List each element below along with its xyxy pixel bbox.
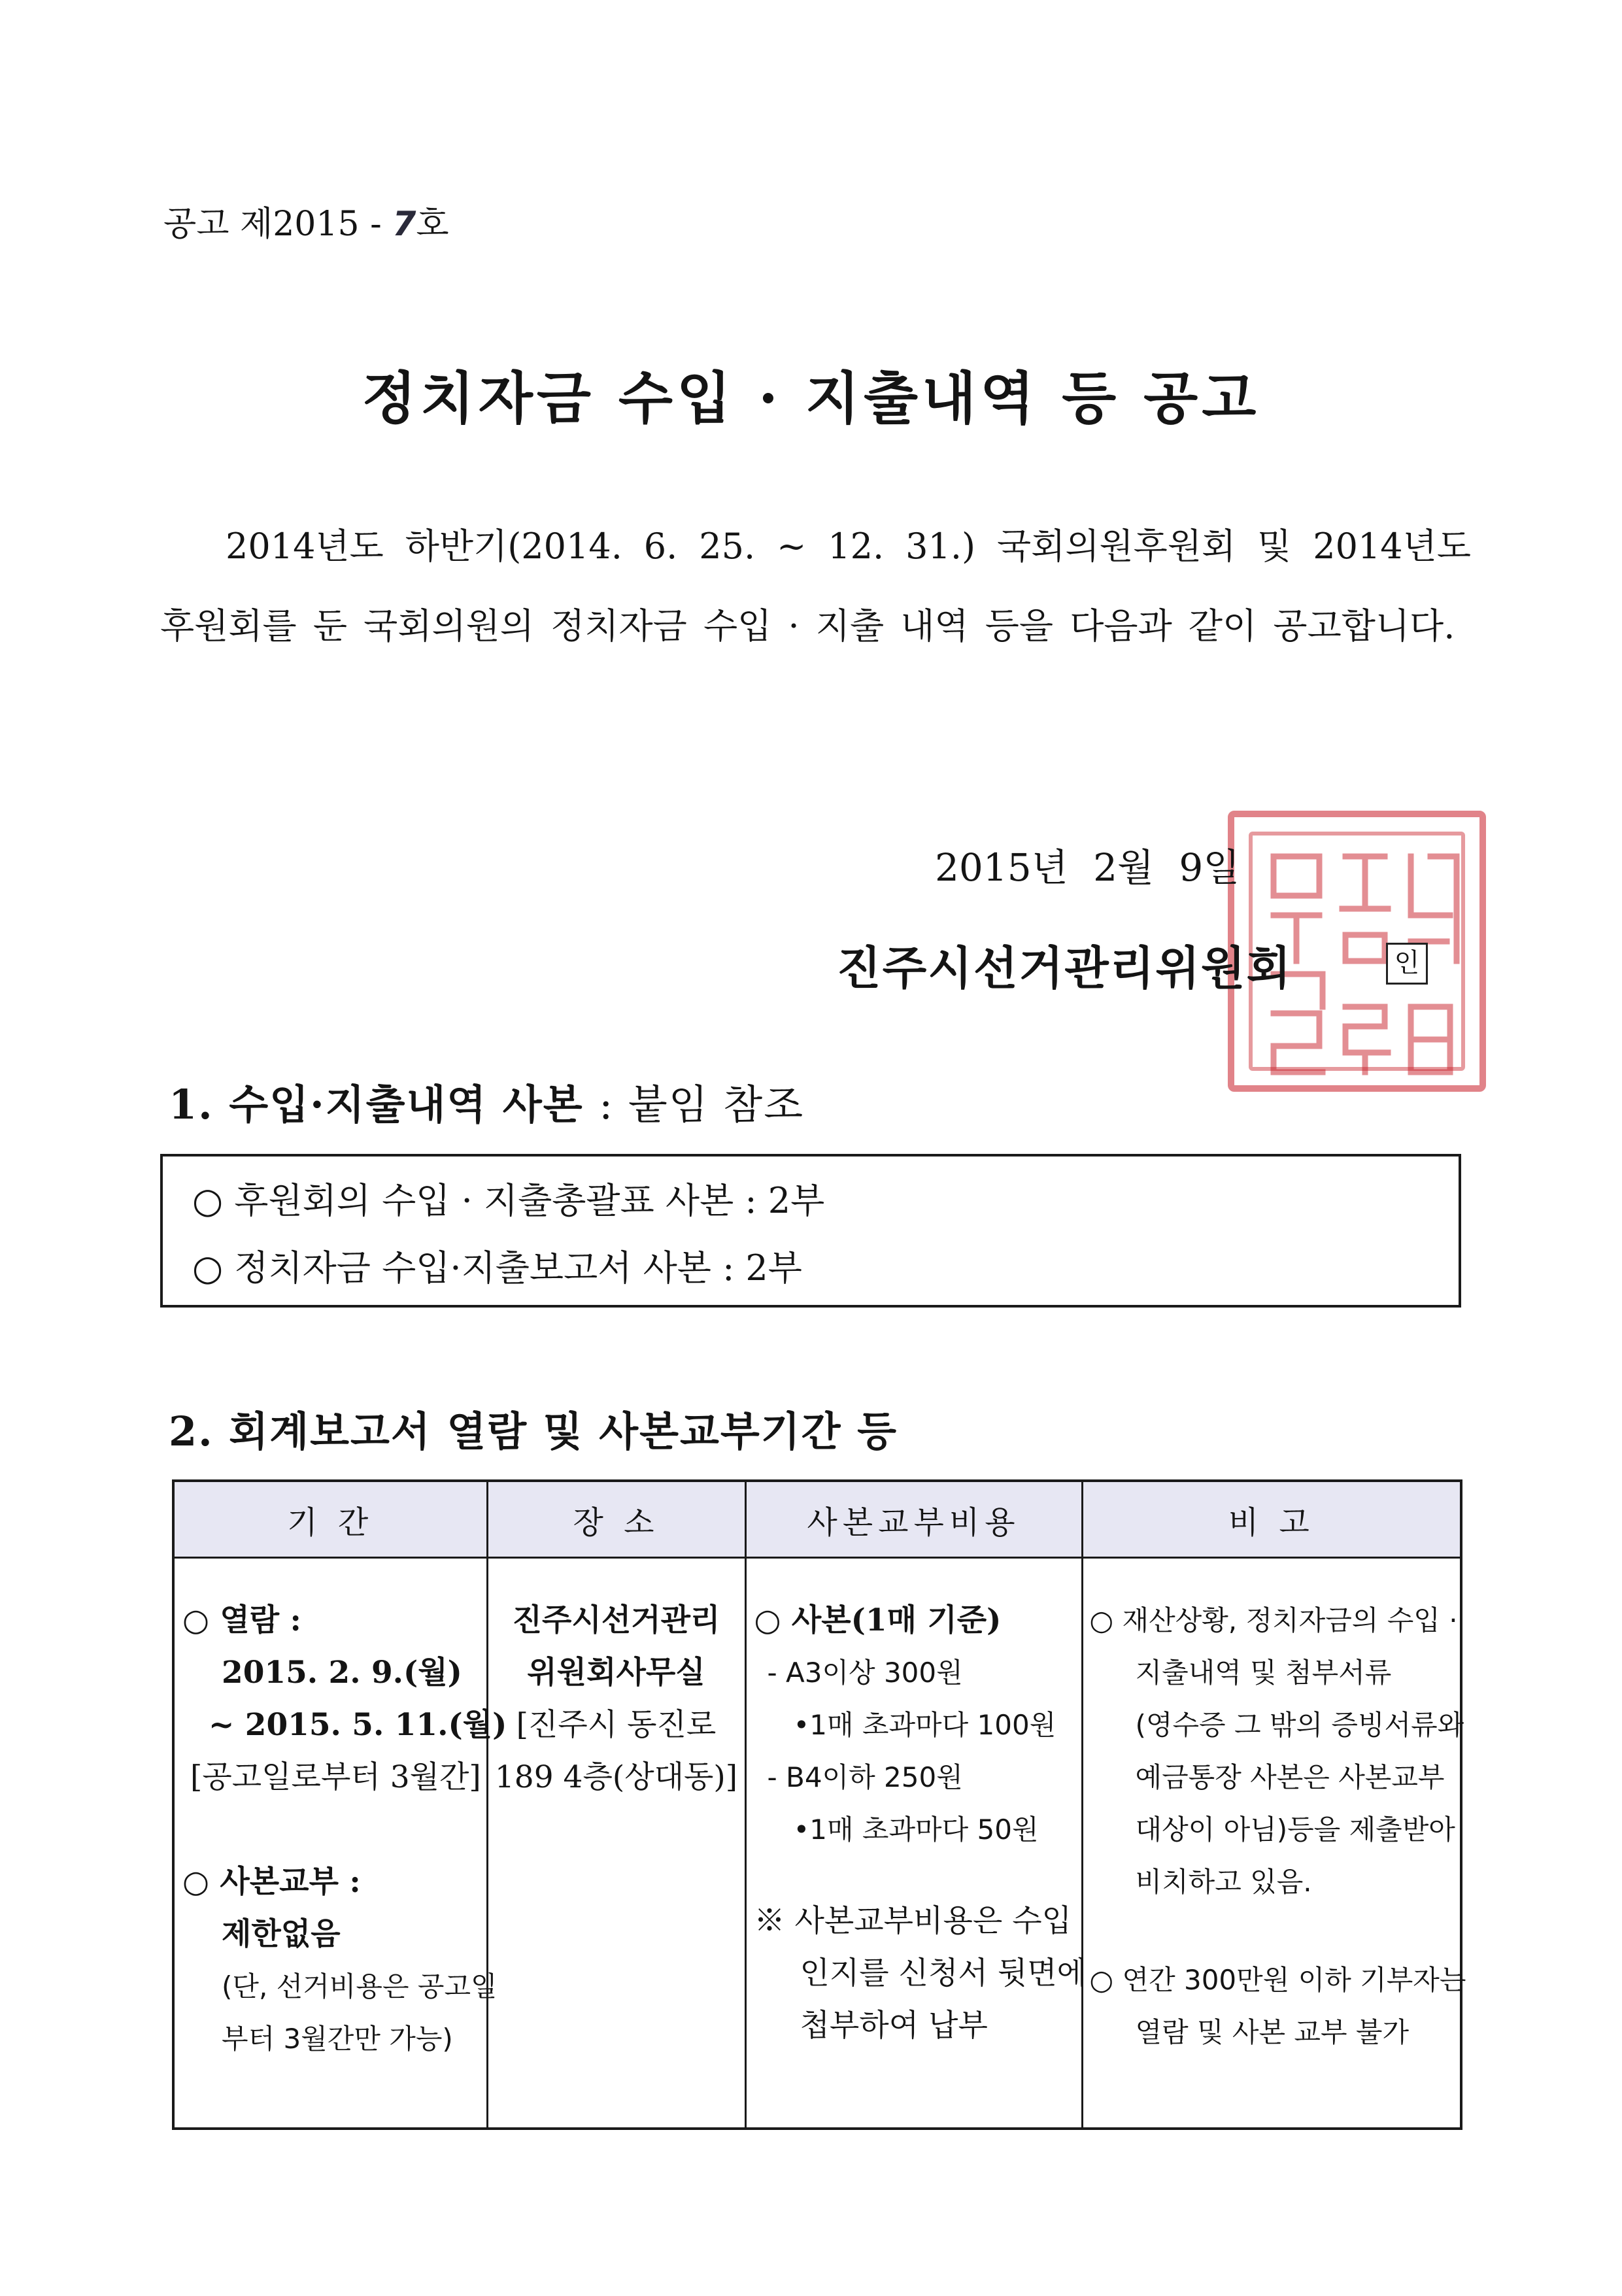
- section1-title: 1. 수입·지출내역 사본: [169, 1081, 584, 1128]
- section1-box: [160, 1154, 1461, 1308]
- cost-a3: - A3이상 300원: [767, 1657, 963, 1689]
- remarks-line: 지출내역 및 첨부서류: [1135, 1657, 1392, 1689]
- notice-number: [163, 196, 449, 245]
- document-title: 정치자금 수입 · 지출내역 등 공고: [362, 365, 1260, 431]
- remarks-line: 비치하고 있음.: [1135, 1866, 1312, 1898]
- period-copy-note: 부터 3월간만 가능): [222, 2023, 453, 2055]
- remarks-line: (영수증 그 밖의 증빙서류와: [1135, 1709, 1464, 1741]
- remarks-line: ○ 재산상황, 정치자금의 수입 ·: [1089, 1604, 1458, 1636]
- header-cost: 사본교부비용: [745, 1481, 1082, 1558]
- seal-mark: 인: [1386, 943, 1428, 985]
- remarks-line: ○ 연간 300만원 이하 기부자는: [1089, 1964, 1466, 1996]
- period-view-to: ~ 2015. 5. 11.(월): [209, 1707, 507, 1743]
- header-period: 기 간: [173, 1481, 487, 1558]
- table-header-row: [173, 1481, 1461, 1558]
- period-view-label: ○ 열람 :: [182, 1602, 301, 1638]
- period-view-from: 2015. 2. 9.(월): [222, 1655, 462, 1691]
- remarks-line: 열람 및 사본 교부 불가: [1135, 2016, 1410, 2048]
- remarks-line: 예금통장 사본은 사본교부: [1135, 1761, 1445, 1793]
- period-copy-note: (단, 선거비용은 공고일: [222, 1970, 498, 2002]
- notice-number-prefix: 공고 제2015 -: [163, 205, 382, 244]
- section2-heading: 2. 회계보고서 열람 및 사본교부기간 등: [169, 1408, 898, 1455]
- report-table: [172, 1479, 1466, 2130]
- section1-item: ○ 후원회의 수입 · 지출총괄표 사본 : 2부: [192, 1180, 825, 1221]
- cost-note: 인지를 신청서 뒷면에: [800, 1955, 1087, 1991]
- remarks-cell: [1082, 1558, 1466, 2129]
- cost-cell: [745, 1558, 1087, 2129]
- notice-number-suffix: 호: [416, 205, 449, 244]
- cost-note: 첩부하여 납부: [800, 2008, 988, 2044]
- announcement-date: 2015년 2월 9일: [935, 845, 1240, 890]
- place-line: 위원회사무실: [527, 1655, 705, 1691]
- cost-label: ○ 사본(1매 기준): [754, 1602, 1002, 1638]
- place-line: 진주시선거관리: [512, 1602, 720, 1638]
- cost-b4: - B4이하 250원: [767, 1761, 963, 1793]
- cost-a3-extra: •1매 초과마다 100원: [793, 1709, 1056, 1741]
- cost-note: ※ 사본교부비용은 수입: [754, 1903, 1072, 1939]
- period-copy-label: ○ 사본교부 :: [182, 1864, 361, 1900]
- remarks-line: 대상이 아님)등을 제출받아: [1135, 1814, 1455, 1846]
- place-line: 189 4층(상대동)]: [494, 1759, 738, 1795]
- cost-b4-extra: •1매 초과마다 50원: [793, 1814, 1039, 1846]
- period-copy-value: 제한없음: [222, 1916, 341, 1952]
- issuer-name: 진주시선거관리위원회: [837, 941, 1293, 995]
- header-place: 장 소: [487, 1481, 745, 1558]
- place-cell: [487, 1558, 745, 2129]
- notice-number-handwritten: 7: [392, 205, 416, 244]
- intro-paragraph: 2014년도 하반기(2014. 6. 25. ~ 12. 31.) 국회의원후원회 및 2014년도 후원회를 둔 국회의원의 정치자금 수입 · 지출 내역 등을 다음과 같이 공고합니다.: [160, 526, 1471, 647]
- period-view-note: [공고일로부터 3월간]: [190, 1759, 481, 1795]
- table-row: [173, 1558, 1461, 2129]
- place-line: [진주시 동진로: [516, 1707, 717, 1743]
- period-cell: [173, 1558, 507, 2129]
- header-remarks: 비 고: [1082, 1481, 1461, 1558]
- section1-suffix: : 붙임 참조: [599, 1081, 805, 1128]
- section1-heading: [169, 1072, 804, 1130]
- section1-item: ○ 정치자금 수입·지출보고서 사본 : 2부: [192, 1247, 802, 1289]
